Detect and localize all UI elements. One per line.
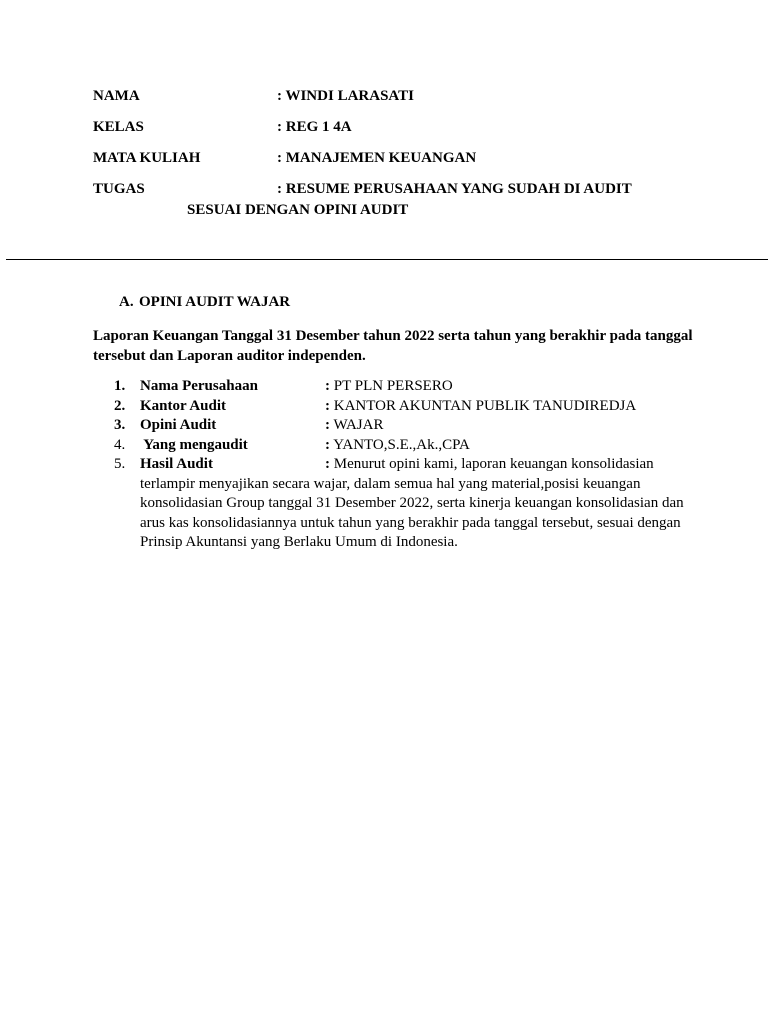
header-value: : WINDI LARASATI [277,88,414,104]
section-letter: A. [119,294,134,310]
intro-paragraph: Laporan Keuangan Tanggal 31 Desember tahun 2022 serta tahun yang berakhir pada tanggal tersebut dan Laporan auditor independen. [93,328,693,364]
header-label: MATA KULIAH [93,150,201,166]
item-colon: : [325,436,330,453]
item-colon: : [325,378,330,394]
header-label: TUGAS [93,181,145,197]
horizontal-divider [6,259,768,260]
item-label: Kantor Audit [140,397,226,414]
item-number: 3. [114,417,126,433]
list-item [114,455,694,553]
header-label: NAMA [93,88,140,104]
list-item [114,397,694,417]
item-number: 2. [114,397,126,414]
list-item [114,377,694,397]
item-label: Nama Perusahaan [140,378,258,394]
header-value: : REG 1 4A [277,119,352,135]
header-value: : RESUME PERUSAHAAN YANG SUDAH DI AUDIT [277,181,632,197]
item-colon: : [325,397,330,414]
item-value: PT PLN PERSERO [330,378,453,394]
item-number: 4. [114,436,126,453]
header-row-mata-kuliah [93,150,477,167]
header-row-nama [93,88,414,105]
item-colon: : [325,417,330,433]
item-label: Hasil Audit [140,456,213,472]
hasil-audit-text: terlampir menyajikan secara wajar, dalam semua hal yang material,posisi keuangan konsolidasian Group tanggal 31 Desember 2022, serta kinerja keuangan konsolidasian dan arus kas konsolidasiannya untuk tahun yang berakhir pada tanggal tersebut, sesuai dengan Prinsip Akuntansi yang Berlaku Umum di Indonesia. [140,475,684,550]
header-value: : MANAJEMEN KEUANGAN [277,150,477,166]
item-colon: : [325,456,330,472]
item-label: Opini Audit [140,417,217,433]
item-value: YANTO,S.E.,Ak.,CPA [330,436,470,453]
section-heading [119,294,290,311]
header-row-kelas [93,119,352,136]
header-label: KELAS [93,119,144,135]
section-title: OPINI AUDIT WAJAR [139,294,291,310]
item-value: Menurut opini kami, laporan keuangan konsolidasian [330,456,654,472]
list-item [114,436,694,456]
list-item [114,416,694,436]
item-number: 1. [114,378,126,394]
tugas-continuation: SESUAI DENGAN OPINI AUDIT [187,202,409,218]
item-number: 5. [114,456,126,472]
item-value: KANTOR AKUNTAN PUBLIK TANUDIREDJA [330,397,637,414]
header-row-tugas [93,181,632,198]
item-value: WAJAR [330,417,384,433]
audit-info-list [114,377,694,553]
item-label: Yang mengaudit [140,436,248,453]
